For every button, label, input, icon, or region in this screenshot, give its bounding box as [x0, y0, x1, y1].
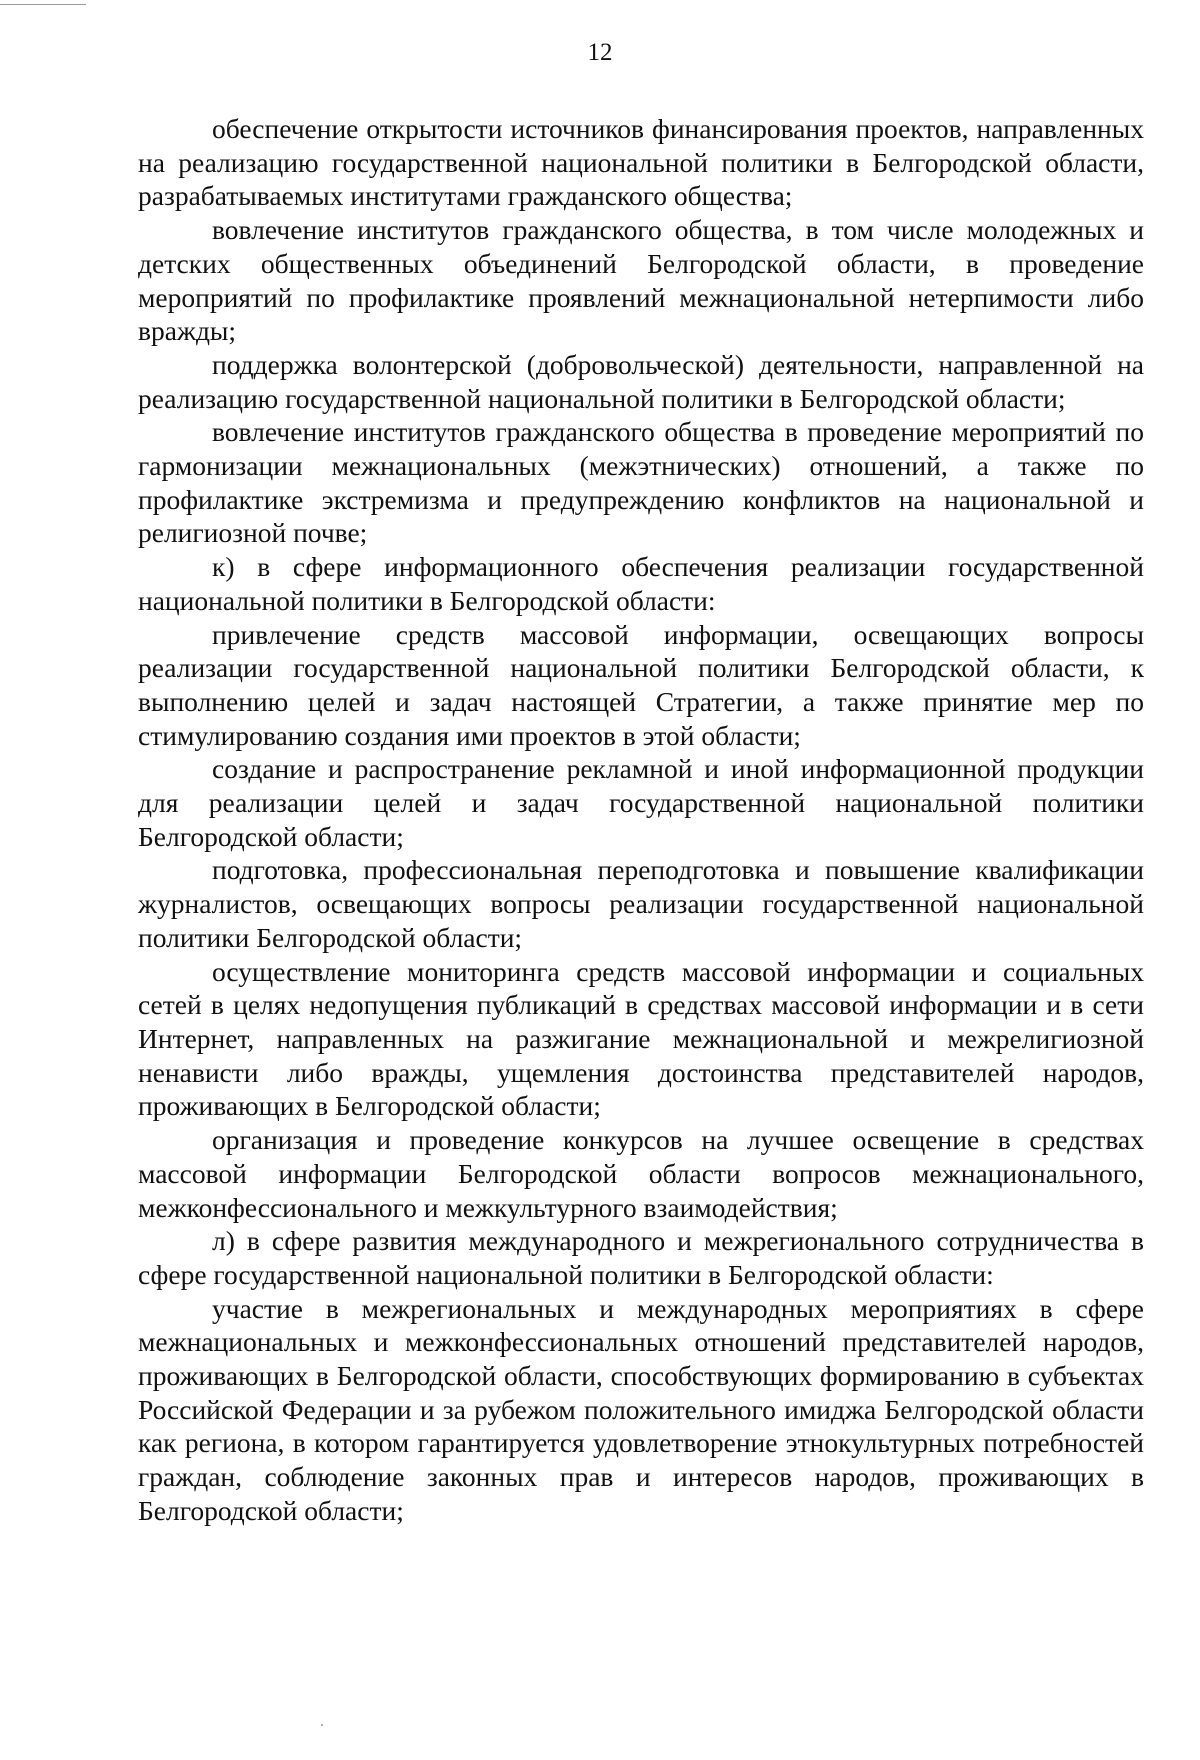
paragraph-1: обеспечение открытости источников финансирования проектов, направленных на реализацию государственной национальной политики в Белгородской области, разрабатываемых институтами гражданского общества;	[138, 113, 1144, 212]
paragraph-9: осуществление мониторинга средств массовой информации и социальных сетей в целях недопущения публикаций в средствах массовой информации и в сети Интернет, направленных на разжигание межнациональной и межрелигиозной ненависти либо вражды, ущемления достоинства представителей народов, проживающих в Белгородской области;	[138, 955, 1144, 1122]
paragraph-5-section-k: к) в сфере информационного обеспечения реализации государственной национальной политики в Белгородской области:	[138, 551, 1144, 616]
paragraph-2: вовлечение институтов гражданского общества, в том числе молодежных и детских общественных объединений Белгородской области, в проведение мероприятий по профилактике проявлений межнациональной нетерпимости либо вражды;	[138, 214, 1144, 347]
page-number: 12	[587, 39, 613, 66]
paragraph-8: подготовка, профессиональная переподготовка и повышение квалификации журналистов, освещающих вопросы реализации государственной национальной политики Белгородской области;	[138, 854, 1144, 953]
paragraph-3: поддержка волонтерской (добровольческой) деятельности, направленной на реализацию государственной национальной политики в Белгородской области;	[138, 348, 1144, 414]
paragraph-11-section-l: л) в сфере развития международного и межрегионального сотрудничества в сфере государственной национальной политики в Белгородской области:	[138, 1225, 1144, 1290]
scan-edge-line	[0, 4, 86, 5]
document-body	[138, 112, 1144, 1528]
paragraph-7: создание и распространение рекламной и иной информационной продукции для реализации целей и задач государственной национальной политики Белгородской области;	[138, 753, 1144, 852]
scan-speck	[321, 1724, 323, 1726]
paragraph-4: вовлечение институтов гражданского общества в проведение мероприятий по гармонизации межнациональных (межэтнических) отношений, а также по профилактике экстремизма и предупреждению конфликтов на национальной и религиозной почве;	[138, 416, 1144, 549]
paragraph-10: организация и проведение конкурсов на лучшее освещение в средствах массовой информации Белгородской области вопросов межнационального, межконфессионального и межкультурного взаимодействия;	[138, 1124, 1144, 1223]
paragraph-12: участие в межрегиональных и международных мероприятиях в сфере межнациональных и межконфессиональных отношений представителей народов, проживающих в Белгородской области, способствующих формированию в субъектах Российской Федерации и за рубежом положительного имиджа Белгородской области как региона, в котором гарантируется удовлетворение этнокультурных потребностей граждан, соблюдение законных прав и интересов народов, проживающих в Белгородской области;	[138, 1292, 1144, 1526]
paragraph-6: привлечение средств массовой информации, освещающих вопросы реализации государственной национальной политики Белгородской области, к выполнению целей и задач настоящей Стратегии, а также принятие мер по стимулированию создания ими проектов в этой области;	[138, 618, 1144, 751]
